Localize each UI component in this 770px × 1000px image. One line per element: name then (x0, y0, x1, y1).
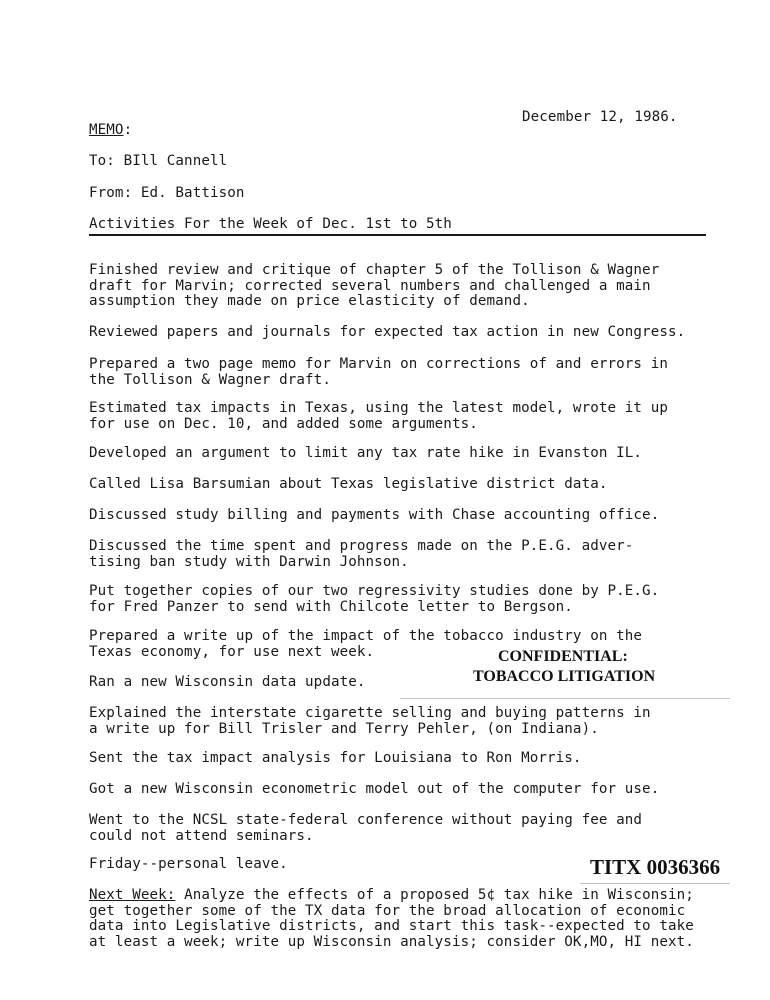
bates-number: TITX 0036366 (590, 855, 721, 879)
activity-item: Put together copies of our two regressivity studies done by P.E.G. for Fred Panzer to send with Chilcote letter to Bergson. (89, 583, 660, 615)
memo-from: From: Ed. Battison (89, 185, 245, 201)
memo-label-text: MEMO (89, 122, 124, 138)
activity-item: Developed an argument to limit any tax rate hike in Evanston IL. (89, 445, 643, 461)
next-week-paragraph (89, 888, 749, 950)
scan-mark (580, 883, 730, 884)
next-week-text: Analyze the effects of a proposed 5¢ tax hike in Wisconsin; get together some of the TX data for the broad allocation of economic data into Legislative districts, and start this task--expected to take at least a week; write up Wisconsin analysis; consider OK,MO, HI next. (89, 887, 694, 950)
activity-item: Discussed the time spent and progress made on the P.E.G. adver- tising ban study with Darwin Johnson. (89, 538, 634, 570)
activity-item: Finished review and critique of chapter 5 of the Tollison & Wagner draft for Marvin; corrected several numbers and challenged a main assumption they made on price elasticity of demand. (89, 262, 660, 309)
activity-item: Got a new Wisconsin econometric model out of the computer for use. (89, 781, 660, 797)
activity-item: Prepared a two page memo for Marvin on corrections of and errors in the Tollison & Wagner draft. (89, 356, 668, 388)
memo-subject: Activities For the Week of Dec. 1st to 5th (89, 216, 452, 232)
activity-item: Explained the interstate cigarette selling and buying patterns in a write up for Bill Trisler and Terry Pehler, (on Indiana). (89, 705, 651, 737)
next-week-label: Next Week: (89, 887, 176, 903)
activity-item: Friday--personal leave. (89, 856, 288, 872)
activity-item: Estimated tax impacts in Texas, using the latest model, wrote it up for use on Dec. 10, and added some arguments. (89, 400, 668, 432)
subject-divider (89, 234, 706, 236)
activity-item: Went to the NCSL state-federal conference without paying fee and could not attend seminars. (89, 812, 643, 844)
activity-item: Prepared a write up of the impact of the tobacco industry on the Texas economy, for use next week. (89, 628, 643, 660)
memo-label (89, 123, 132, 139)
memo-to: To: BIll Cannell (89, 153, 228, 169)
memo-date: December 12, 1986. (522, 109, 678, 125)
memo-label-colon: : (123, 122, 133, 138)
activity-item: Ran a new Wisconsin data update. (89, 674, 366, 690)
confidential-stamp-subtitle: TOBACCO LITIGATION (473, 668, 656, 685)
activity-item: Called Lisa Barsumian about Texas legislative district data. (89, 476, 608, 492)
activity-item: Sent the tax impact analysis for Louisiana to Ron Morris. (89, 750, 582, 766)
activity-item: Reviewed papers and journals for expected tax action in new Congress. (89, 324, 686, 340)
activity-item: Discussed study billing and payments with Chase accounting office. (89, 507, 660, 523)
confidential-stamp: CONFIDENTIAL: (498, 648, 628, 665)
scan-mark (400, 698, 730, 699)
